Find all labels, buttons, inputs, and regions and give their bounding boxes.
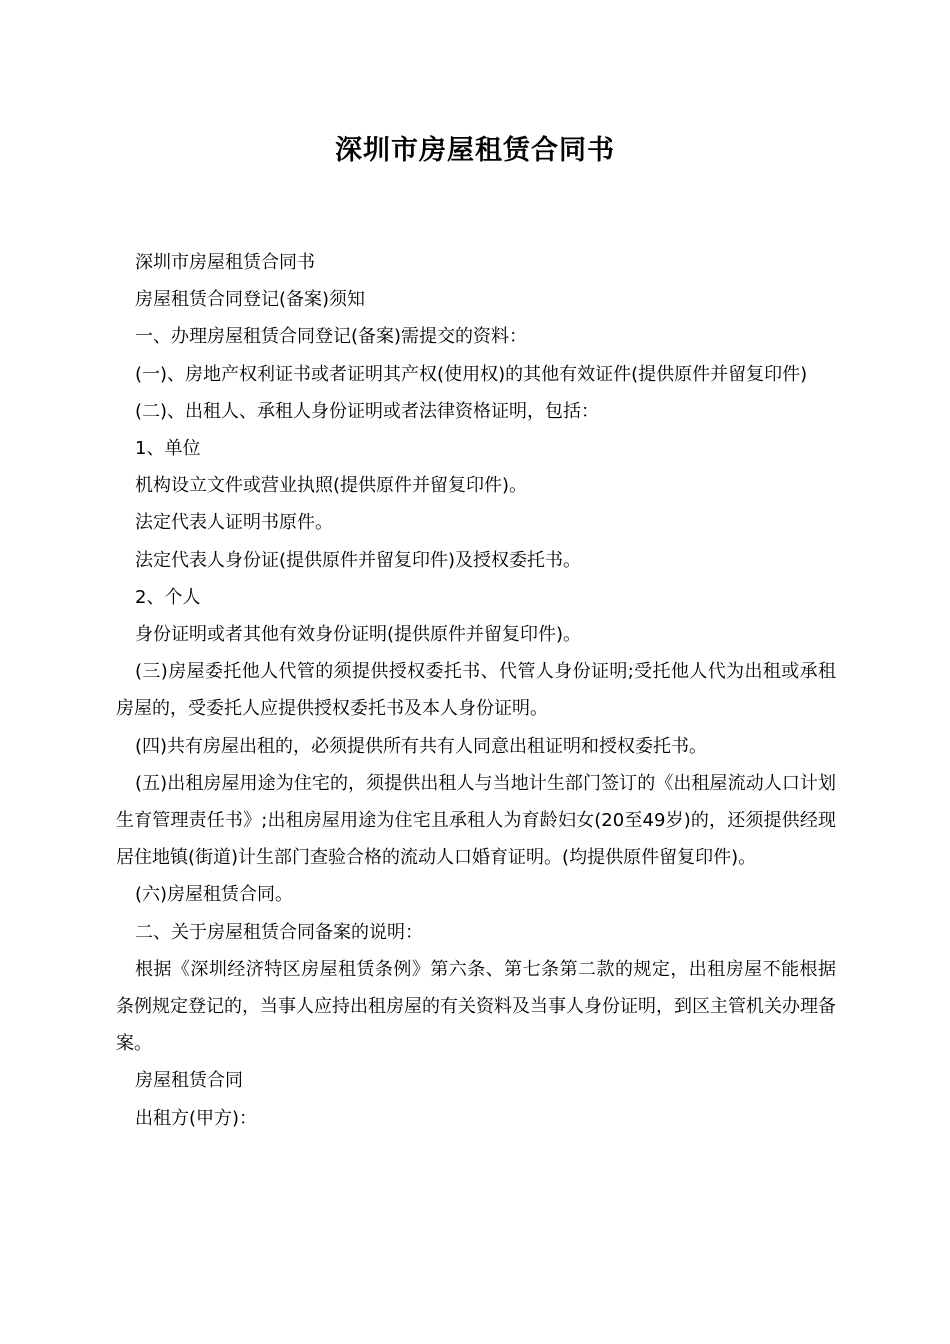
paragraph-item-5: (五)出租房屋用途为住宅的，须提供出租人与当地计生部门签订的《出租屋流动人口计划生育管理责任书》;出租房屋用途为住宅且承租人为育龄妇女(20至49岁)的，还须提供经现居住地镇(街道)计生部门查验合格的流动人口婚育证明。(均提供原件留复印件)。 xyxy=(116,772,836,869)
paragraph-item-4: (四)共有房屋出租的，必须提供所有共有人同意出租证明和授权委托书。 xyxy=(135,735,708,757)
document-body xyxy=(116,244,836,1137)
paragraph-unit-doc-2: 法定代表人证明书原件。 xyxy=(135,512,333,534)
paragraph-section-one: 一、办理房屋租赁合同登记(备案)需提交的资料： xyxy=(135,326,528,348)
paragraph-contract-heading: 房屋租赁合同 xyxy=(135,1070,243,1092)
paragraph-subtitle: 深圳市房屋租赁合同书 xyxy=(135,252,315,273)
document-title: 深圳市房屋租赁合同书 xyxy=(335,135,615,166)
paragraph-section-two: 二、关于房屋租赁合同备案的说明： xyxy=(135,921,423,943)
paragraph-individual: 2、个人 xyxy=(135,586,201,608)
paragraph-unit-doc-1: 机构设立文件或营业执照(提供原件并留复印件)。 xyxy=(135,475,528,497)
paragraph-lessor: 出租方(甲方)： xyxy=(135,1107,258,1129)
paragraph-unit-doc-3: 法定代表人身份证(提供原件并留复印件)及授权委托书。 xyxy=(135,549,582,571)
paragraph-regulation: 根据《深圳经济特区房屋租赁条例》第六条、第七条第二款的规定，出租房屋不能根据条例规定登记的，当事人应持出租房屋的有关资料及当事人身份证明，到区主管机关办理备案。 xyxy=(116,958,836,1055)
paragraph-item-6: (六)房屋租赁合同。 xyxy=(135,884,294,906)
paragraph-item-2: (二)、出租人、承租人身份证明或者法律资格证明，包括： xyxy=(135,400,600,422)
paragraph-individual-doc: 身份证明或者其他有效身份证明(提供原件并留复印件)。 xyxy=(135,624,582,646)
paragraph-unit: 1、单位 xyxy=(135,438,201,460)
paragraph-notice-heading: 房屋租赁合同登记(备案)须知 xyxy=(135,289,366,311)
paragraph-item-1: (一)、房地产权利证书或者证明其产权(使用权)的其他有效证件(提供原件并留复印件) xyxy=(135,363,808,385)
paragraph-item-3: (三)房屋委托他人代管的须提供授权委托书、代管人身份证明;受托他人代为出租或承租房屋的，受委托人应提供授权委托书及本人身份证明。 xyxy=(116,661,836,720)
